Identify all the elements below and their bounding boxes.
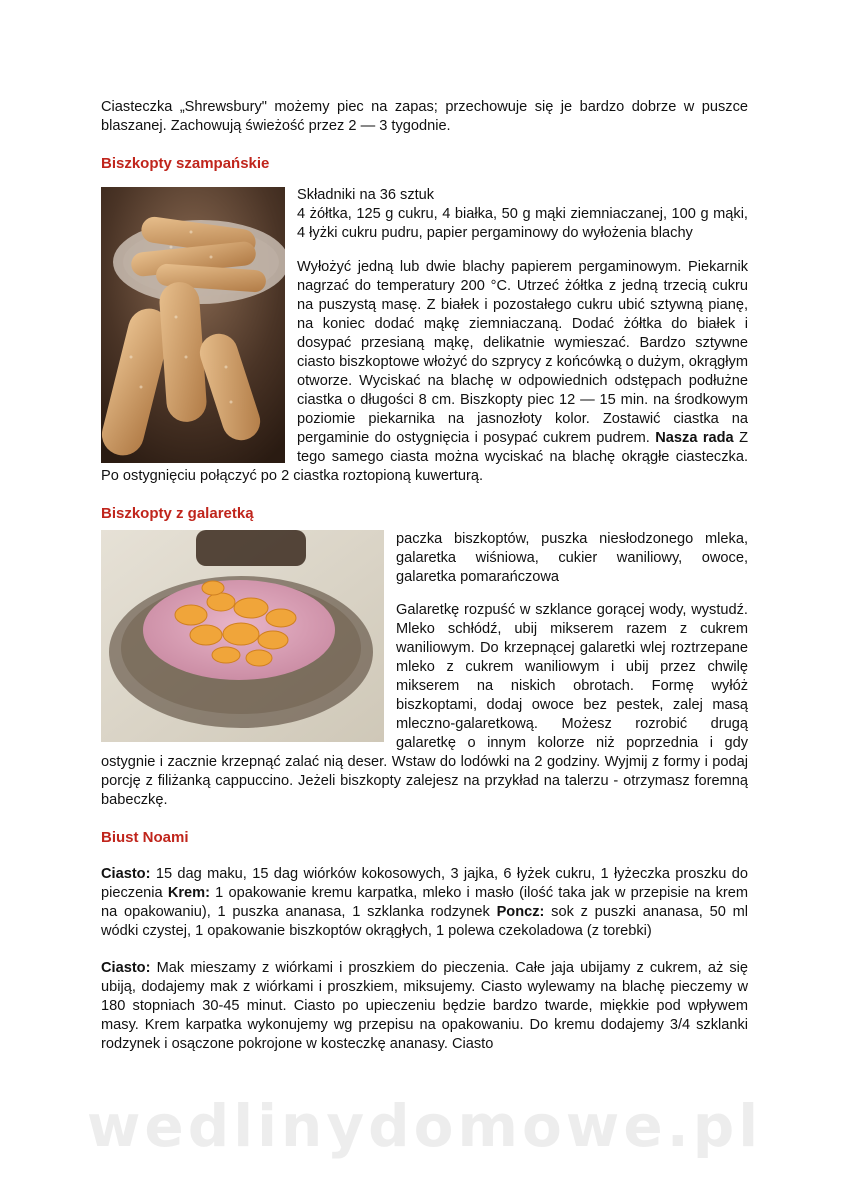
method-szampanskie-text: Wyłożyć jedną lub dwie blachy papierem pergaminowym. Piekarnik nagrzać do temperatury 200 °C. Utrzeć żółtka z jedną trzecią cukru na puszystą masę. Z białek i pozostałego cukru ubić sztywną pianę, na koniec dodać mąkę ziemniaczaną. Dodać żółtka do białek i dosypać przesianą mąkę, delikatnie wymieszać. Bardzo sztywne ciasto biszkoptowe włożyć do szprycy z końcówką o dużym, okrągłym otworze. Wyciskać na blachę w odpowiednich odstępach podłużne ciastka o długości 8 cm. Biszkopty piec 12 — 15 min. na środkowym poziomie piekarnika na jasnozłoty kolor. Zostawić ciastka na pergaminie do ostygnięcia i posypać cukrem pudrem. <box>297 259 748 446</box>
tip-text: Z tego samego ciasta można wyciskać na blachę okrągłe ciasteczka. Po ostygnięciu połączyć po 2 ciastka roztopioną kuwerturą. <box>101 430 748 484</box>
label-ciasto-method: Ciasto: <box>101 960 151 976</box>
method-galaretka: Galaretkę rozpuść w szklance gorącej wody, wystudź. Mleko schłódź, ubij mikserem razem z cukrem waniliowym. Do krzepnącej galaretki wlej roztrzepane mleko z cukrem waniliowym i ubij przez chwilę mikserem na niskich obrotach. Formę wyłóż biszkoptami, dodaj owoce bez pestek, zalej masą mleczno-galaretkową. Możesz rozrobić drugą galaretkę o innym kolorze niż poprzednia i gdy ostygnie i zacznie krzepnąć zalać nią deser. Wstaw do lodówki na 2 godziny. Wyjmij z formy i podaj porcję z filiżanką cappuccino. Jeżeli biszkopty zalejesz na przykład na talerzu - otrzymasz foremną babeczkę. <box>101 602 748 808</box>
label-krem: Krem: <box>167 885 211 901</box>
ingredients-title-36: Składniki na 36 sztuk <box>297 187 435 203</box>
text-ciasto: 15 dag maku, 15 dag wiórków kokosowych, 3 jajka, 6 łyżek cukru, 1 łyżeczka proszku do pieczenia <box>101 866 748 901</box>
intro-paragraph: Ciasteczka „Shrewsbury" możemy piec na zapas; przechowuje się je bardzo dobrze w puszce blaszanej. Zachowują świeżość przez 2 — 3 tygodnie. <box>101 99 748 134</box>
section-heading-biust-noami: Biust Noami <box>101 829 189 846</box>
text-krem: 1 opakowanie kremu karpatka, mleko i masło (ilość taka jak w przepisie na krem na opakowaniu), 1 puszka ananasa, 1 szklanka rodzynek <box>101 885 748 920</box>
ladyfingers-photo <box>101 187 285 463</box>
section-heading-biszkopty-z-galaretka: Biszkopty z galaretką <box>101 505 254 522</box>
document-page <box>101 98 748 1054</box>
text-ciasto-method: Mak mieszamy z wiórkami i proszkiem do pieczenia. Całe jaja ubijamy z cukrem, aż się ubiją, dodajemy mak z wiórkami i proszkiem, miksujemy. Ciasto wylewamy na blachę pieczemy w 180 stopniach 30-45 minut. Ciasto po upieczeniu będzie bardzo twarde, miękkie pod wpływem masy. Krem karpatka wykonujemy wg przepisu na opakowaniu. Do kremu dodajemy 3/4 szklanki rodzynek i osączone pokrojone w kosteczkę ananasy. Ciasto <box>101 960 748 1052</box>
label-ciasto: Ciasto: <box>101 866 151 882</box>
tip-label: Nasza rada <box>655 430 734 446</box>
label-poncz: Poncz: <box>496 904 545 920</box>
text-poncz: sok z puszki ananasa, 50 ml wódki czystej, 1 opakowanie biszkoptów okrągłych, 1 polewa czekoladowa (z torebki) <box>101 904 748 939</box>
watermark: wedlinydomowe.pl <box>86 1092 763 1160</box>
ingredients-szampanskie: 4 żółtka, 125 g cukru, 4 białka, 50 g mąki ziemniaczanej, 100 g mąki, 4 łyżki cukru pudru, papier pergaminowy do wyłożenia blachy <box>297 206 748 241</box>
ingredients-biust-noami <box>101 865 748 941</box>
method-biust-noami <box>101 959 748 1054</box>
section-heading-biszkopty-szampanskie: Biszkopty szampańskie <box>101 155 270 172</box>
jelly-dessert-photo <box>101 530 384 742</box>
ingredients-galaretka: paczka biszkoptów, puszka niesłodzonego mleka, galaretka wiśniowa, cukier waniliowy, owoce, galaretka pomarańczowa <box>396 531 748 585</box>
